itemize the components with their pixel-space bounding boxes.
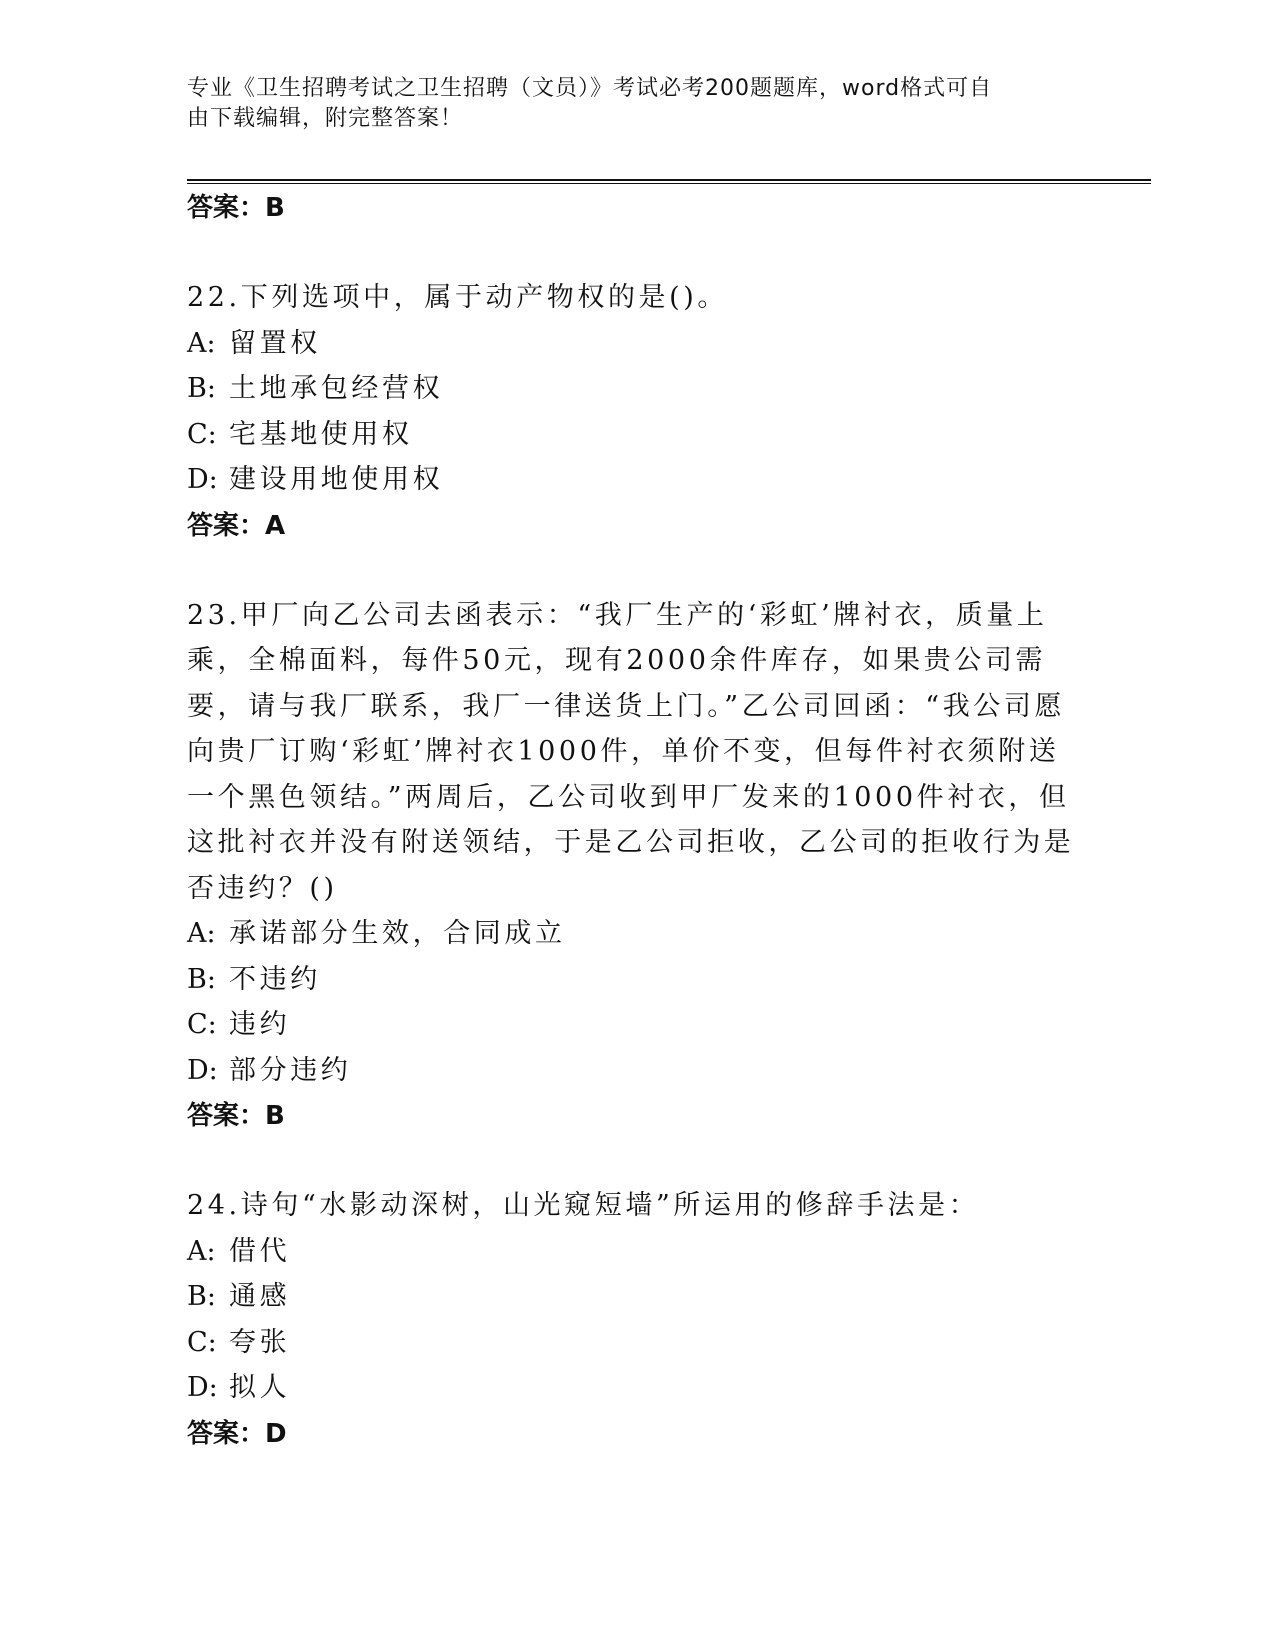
- question-23: [187, 593, 1087, 1140]
- option-c: [187, 1002, 1087, 1048]
- option-a: [187, 1229, 1087, 1275]
- option-c: [187, 412, 1087, 458]
- option-b: [187, 1274, 1087, 1320]
- header-line-2: 由下载编辑，附完整答案！: [187, 106, 464, 131]
- option-key: D:: [187, 1054, 218, 1086]
- option-text: 部分违约: [229, 1054, 352, 1086]
- option-text: 不违约: [229, 963, 321, 995]
- option-text: 违约: [229, 1009, 291, 1040]
- document-header: [187, 74, 1067, 134]
- answer-value: B: [265, 1101, 285, 1131]
- option-d: [187, 1048, 1087, 1094]
- option-key: C:: [187, 1326, 217, 1358]
- answer-label: 答案：: [187, 510, 266, 541]
- option-text: 拟人: [229, 1372, 291, 1403]
- question-stem: 22.下列选项中，属于动产物权的是()。: [187, 282, 729, 313]
- answer-label: 答案：: [187, 1101, 266, 1131]
- option-key: C:: [187, 418, 217, 450]
- option-key: B:: [187, 963, 216, 995]
- answer-value: A: [265, 510, 286, 541]
- option-a: [187, 911, 1087, 957]
- option-a: [187, 321, 1087, 367]
- option-key: D:: [187, 464, 218, 495]
- header-rule-thin: [187, 183, 1151, 184]
- answer-line: [187, 1093, 1087, 1139]
- option-key: B:: [187, 373, 216, 404]
- option-key: C:: [187, 1009, 217, 1040]
- question-24: [187, 1183, 1087, 1457]
- option-text: 留置权: [229, 327, 321, 359]
- answer-value: D: [265, 1418, 287, 1449]
- option-key: A:: [187, 1235, 216, 1267]
- option-key: A:: [187, 918, 216, 949]
- question-stem: 24.诗句“水影动深树，山光窥短墙”所运用的修辞手法是：: [187, 1190, 980, 1221]
- option-text: 土地承包经营权: [229, 373, 444, 404]
- option-d: [187, 457, 1087, 503]
- option-c: [187, 1320, 1087, 1366]
- answer-line: [187, 503, 1087, 549]
- option-text: 借代: [229, 1235, 291, 1267]
- answer-line-previous: [187, 185, 1087, 231]
- answer-label: 答案：: [187, 1418, 266, 1449]
- option-text: 宅基地使用权: [229, 418, 413, 450]
- header-line-1: 专业《卫生招聘考试之卫生招聘（文员）》考试必考200题题库，word格式可自: [187, 76, 993, 101]
- option-d: [187, 1365, 1087, 1411]
- question-stem: 23.甲厂向乙公司去函表示：“我厂生产的‘彩虹’牌衬衣，质量上乘，全棉面料，每件50元，现有2000余件库存，如果贵公司需要，请与我厂联系，我厂一律送货上门。”乙公司回函：“我公司愿向贵厂订购‘彩虹’牌衬衣1000件，单价不变，但每件衬衣须附送一个黑色领结。”两周后，乙公司收到甲厂发来的1000件衬衣，但这批衬衣并没有附送领结，于是乙公司拒收，乙公司的拒收行为是否违约？(): [187, 599, 1075, 904]
- option-text: 建设用地使用权: [229, 464, 444, 495]
- header-rule-thick: [187, 179, 1151, 181]
- option-key: A:: [187, 327, 216, 359]
- option-text: 承诺部分生效，合同成立: [229, 918, 566, 949]
- option-key: D:: [187, 1372, 218, 1403]
- answer-label: 答案：: [187, 193, 266, 223]
- question-22: [187, 275, 1087, 549]
- answer-value: B: [265, 193, 285, 223]
- option-b: [187, 366, 1087, 412]
- option-b: [187, 957, 1087, 1003]
- option-text: 通感: [229, 1281, 291, 1312]
- answer-line: [187, 1411, 1087, 1457]
- option-text: 夸张: [229, 1326, 291, 1358]
- document-body: [187, 185, 1087, 1457]
- option-key: B:: [187, 1281, 216, 1312]
